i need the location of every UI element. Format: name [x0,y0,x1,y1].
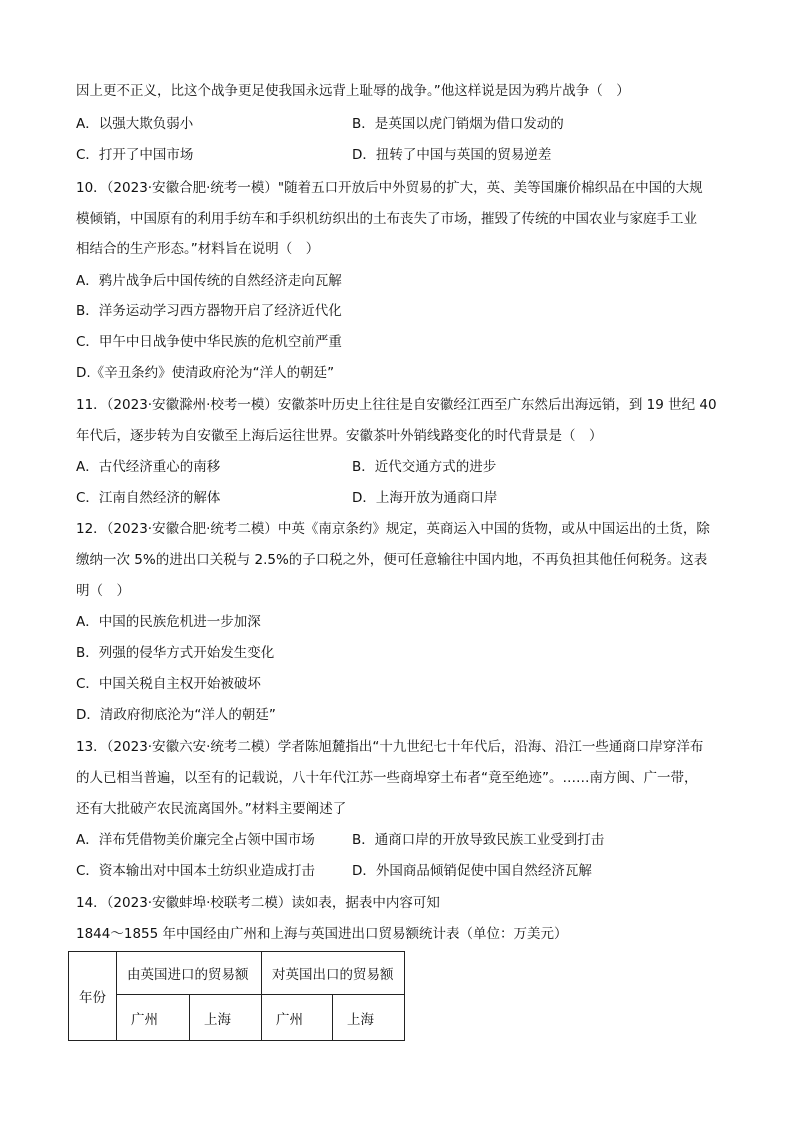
question-12-option-d: D．清政府彻底沦为“洋人的朝廷” [76,707,276,723]
question-10-option-d: D.《辛丑条约》使清政府沦为“洋人的朝廷” [76,365,335,381]
question-10-stem-line-3: 相结合的生产形态。”材料旨在说明（ ） [76,241,320,257]
question-14-stem: 14．（2023·安徽蚌埠·校联考二模）读如表，据表中内容可知 [76,895,440,911]
question-12-stem-line-2: 缴纳一次 5%的进出口关税与 2.5%的子口税之外，便可任意输往中国内地，不再负担其他任何税务。这表 [76,552,708,568]
question-12-stem-line-1: 12．（2023·安徽合肥·统考二模）中英《南京条约》规定，英商运入中国的货物，或从中国运出的土货，除 [76,521,710,537]
question-10-option-a: A．鸦片战争后中国传统的自然经济走向瓦解 [76,273,342,289]
question-12-option-c: C．中国关税自主权开始被破坏 [76,676,261,692]
question-12-stem-line-3: 明（ ） [76,583,130,599]
question-13-option-d: D．外国商品倾销促使中国自然经济瓦解 [352,863,592,879]
question-13-option-a: A．洋布凭借物美价廉完全占领中国市场 [76,832,315,848]
question-10-stem-line-2: 模倾销，中国原有的利用手纺车和手织机纺织出的土布丧失了市场，摧毁了传统的中国农业与家庭手工业 [76,211,697,227]
import-header: 由英国进口的贸易额 [117,952,262,995]
question-11-option-c: C．江南自然经济的解体 [76,490,221,506]
question-9-option-a: A．以强大欺负弱小 [76,116,194,132]
question-11-stem-line-2: 年代后，逐步转为自安徽至上海后运往世界。安徽茶叶外销线路变化的时代背景是（ ） [76,428,603,444]
question-13-stem-line-3: 还有大批破产农民流离国外。”材料主要阐述了 [76,801,347,817]
export-guangzhou-header: 广州 [262,995,333,1041]
export-shanghai-header: 上海 [333,995,405,1041]
question-10-option-c: C．甲午中日战争使中华民族的危机空前严重 [76,334,342,350]
question-13-stem-line-1: 13．（2023·安徽六安·统考二模）学者陈旭麓指出“十九世纪七十年代后，沿海、沿江一些通商口岸穿洋布 [76,739,704,755]
question-13-option-b: B．通商口岸的开放导致民族工业受到打击 [352,832,605,848]
question-11-option-d: D．上海开放为通商口岸 [352,490,498,506]
question-12-option-a: A．中国的民族危机进一步加深 [76,614,261,630]
table-caption: 1844～1855 年中国经由广州和上海与英国进出口贸易额统计表（单位：万美元） [76,926,568,942]
year-header: 年份 [69,952,117,1041]
question-9-option-d: D．扭转了中国与英国的贸易逆差 [352,147,552,163]
question-11-stem-line-1: 11．（2023·安徽滁州·校考一模）安徽茶叶历史上往往是自安徽经江西至广东然后出海远销，到 19 世纪 40 [76,397,717,413]
trade-statistics-table [68,951,405,1041]
question-10-option-b: B．洋务运动学习西方器物开启了经济近代化 [76,303,342,319]
table-subheader-row [69,995,405,1041]
table-header-row [69,952,405,995]
question-10-stem-line-1: 10．（2023·安徽合肥·统考一模）"随着五口开放后中外贸易的扩大，英、美等国廉价棉织品在中国的大规 [76,180,703,196]
import-shanghai-header: 上海 [190,995,262,1041]
question-13-stem-line-2: 的人已相当普遍，以至有的记载说，八十年代江苏一些商埠穿土布者“竟至绝迹”。……南方闽、广一带， [76,770,698,786]
question-11-option-a: A．古代经济重心的南移 [76,459,221,475]
question-11-option-b: B．近代交通方式的进步 [352,459,497,475]
import-guangzhou-header: 广州 [117,995,190,1041]
question-13-option-c: C．资本输出对中国本土纺织业造成打击 [76,863,315,879]
question-9-stem-continued: 因上更不正义，比这个战争更足使我国永远背上耻辱的战争。”他这样说是因为鸦片战争（ ） [76,83,630,99]
question-9-option-b: B．是英国以虎门销烟为借口发动的 [352,116,564,132]
question-12-option-b: B．列强的侵华方式开始发生变化 [76,645,275,661]
question-9-option-c: C．打开了中国市场 [76,147,194,163]
export-header: 对英国出口的贸易额 [262,952,405,995]
